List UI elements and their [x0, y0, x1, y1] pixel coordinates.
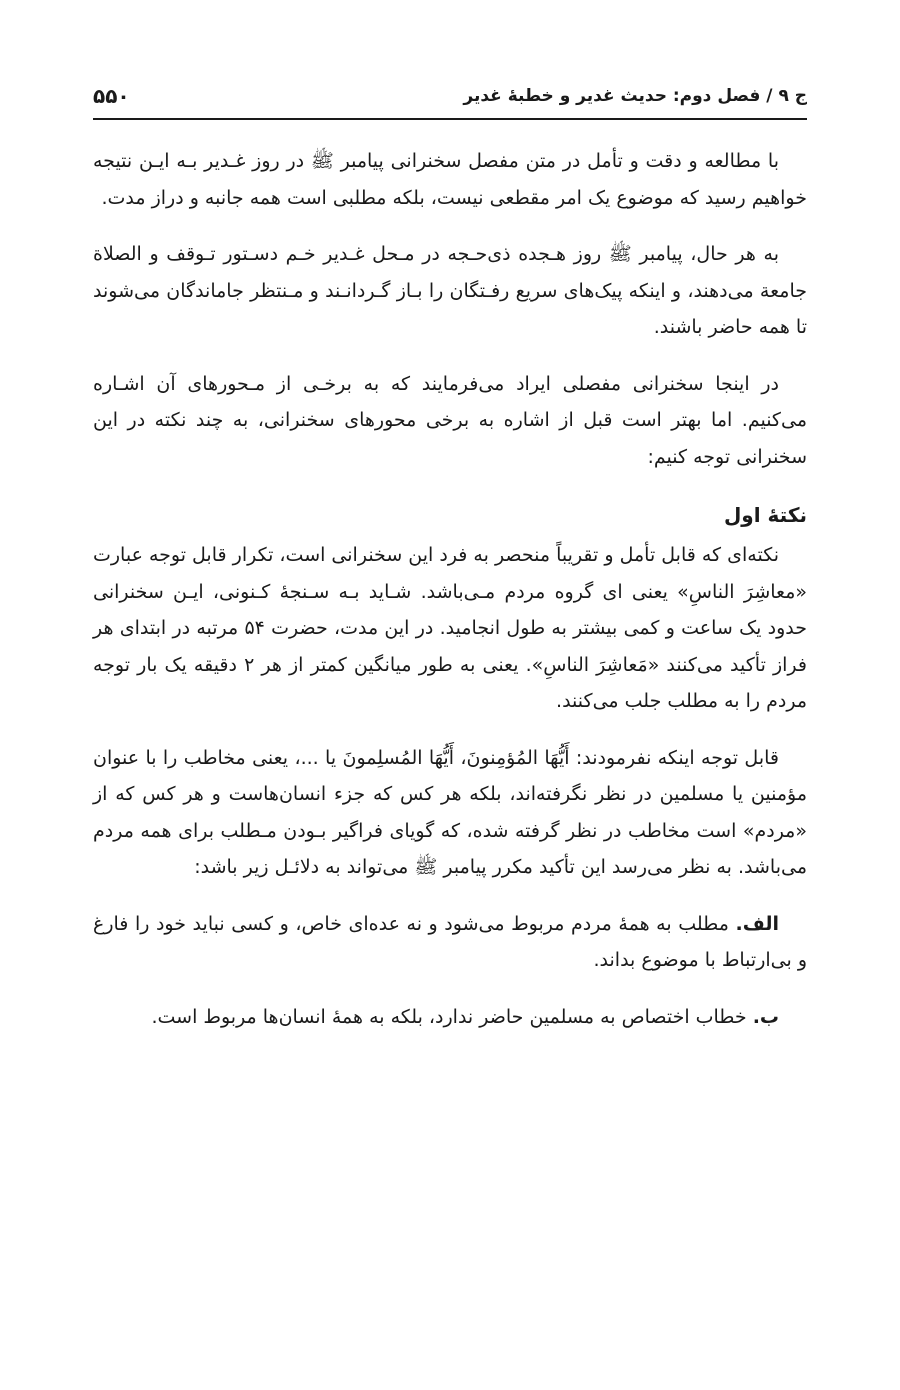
page-header — [93, 74, 807, 118]
paragraph-5: قابل توجه اینکه نفرمودند: أَيُّهَا المُؤمِنونَ، أَيُّهَا المُسلِمونَ یا ...، یعنی مخاطب را با عنوان مؤمنین یا مسلمین در نظر نگرفته‌اند، بلکه هر کس که جزء انسان‌هاست و هر کس که از «مردم» است مخاطب در نظر گرفته شده، که گویای فراگیر بـودن مـطلب برای همه مردم می‌باشد. به نظر می‌رسد این تأکید مکرر پیامبر ﷺ می‌تواند به دلائـل زیر باشد: — [93, 746, 807, 878]
section-heading: نکتهٔ اول — [723, 503, 807, 527]
paragraph-1: با مطالعه و دقت و تأمل در متن مفصل سخنرانی پیامبر ﷺ در روز غـدیر بـه ایـن نتیجه خواهیم رسید که موضوع یک امر مقطعی نیست، بلکه مطلبی است همه جانبه و دراز مدت. — [93, 150, 807, 209]
page-body — [93, 143, 807, 1055]
header-divider — [93, 118, 807, 120]
list-item-be — [93, 999, 807, 1036]
paragraph-3: در اینجا سخنرانی مفصلی ایراد می‌فرمایند که به برخـی از مـحورهای آن اشـاره می‌کنیم. اما بهتر است قبل از اشاره به برخی محورهای سخنرانی، به چند نکته در این سخنرانی توجه کنیم: — [93, 372, 807, 468]
list-marker-be: ب. — [752, 1005, 779, 1028]
list-marker-alef: الف. — [735, 912, 779, 935]
paragraph-4: نکته‌ای که قابل تأمل و تقریباً منحصر به فرد این سخنرانی است، تکرار قابل توجه عبارت «معاشِرَ الناسِ» یعنی ای گروه مردم مـی‌باشد. شـاید بـه سـنجهٔ کـنونی، ایـن سخنرانی حدود یک ساعت و کمی بیشتر به طول انجامید. در این مدت، حضرت ۵۴ مرتبه در ابتدای هر فراز تأکید می‌کنند «مَعاشِرَ الناسِ». یعنی به طور میانگین کمتر از هر ۲ دقیقه یک بار توجه مردم را به مطلب جلب می‌کنند. — [93, 544, 807, 712]
paragraph-2: به هر حال، پیامبر ﷺ روز هـجده ذی‌حـجه در مـحل غـدیر خـم دسـتور تـوقف و الصلاة جامعة می‌دهند، و اینکه پیک‌های سریع رفـتگان را بـاز گـردانـند و مـنتظر جاماندگان می‌شوند تا همه حاضر باشند. — [93, 243, 807, 338]
list-item-alef — [93, 906, 807, 979]
page-number: ۵۵۰ — [93, 84, 130, 108]
list-text-alef: مطلب به همهٔ مردم مربوط می‌شود و نه عده‌ای خاص، و کسی نباید خود را فارغ و بی‌ارتباط با موضوع بداند. — [93, 912, 807, 971]
running-title: ج ۹ / فصل دوم: حدیث غدیر و خطبهٔ غدیر — [463, 86, 807, 106]
list-text-be: خطاب اختصاص به مسلمین حاضر ندارد، بلکه به همهٔ انسان‌ها مربوط است. — [151, 1005, 753, 1028]
